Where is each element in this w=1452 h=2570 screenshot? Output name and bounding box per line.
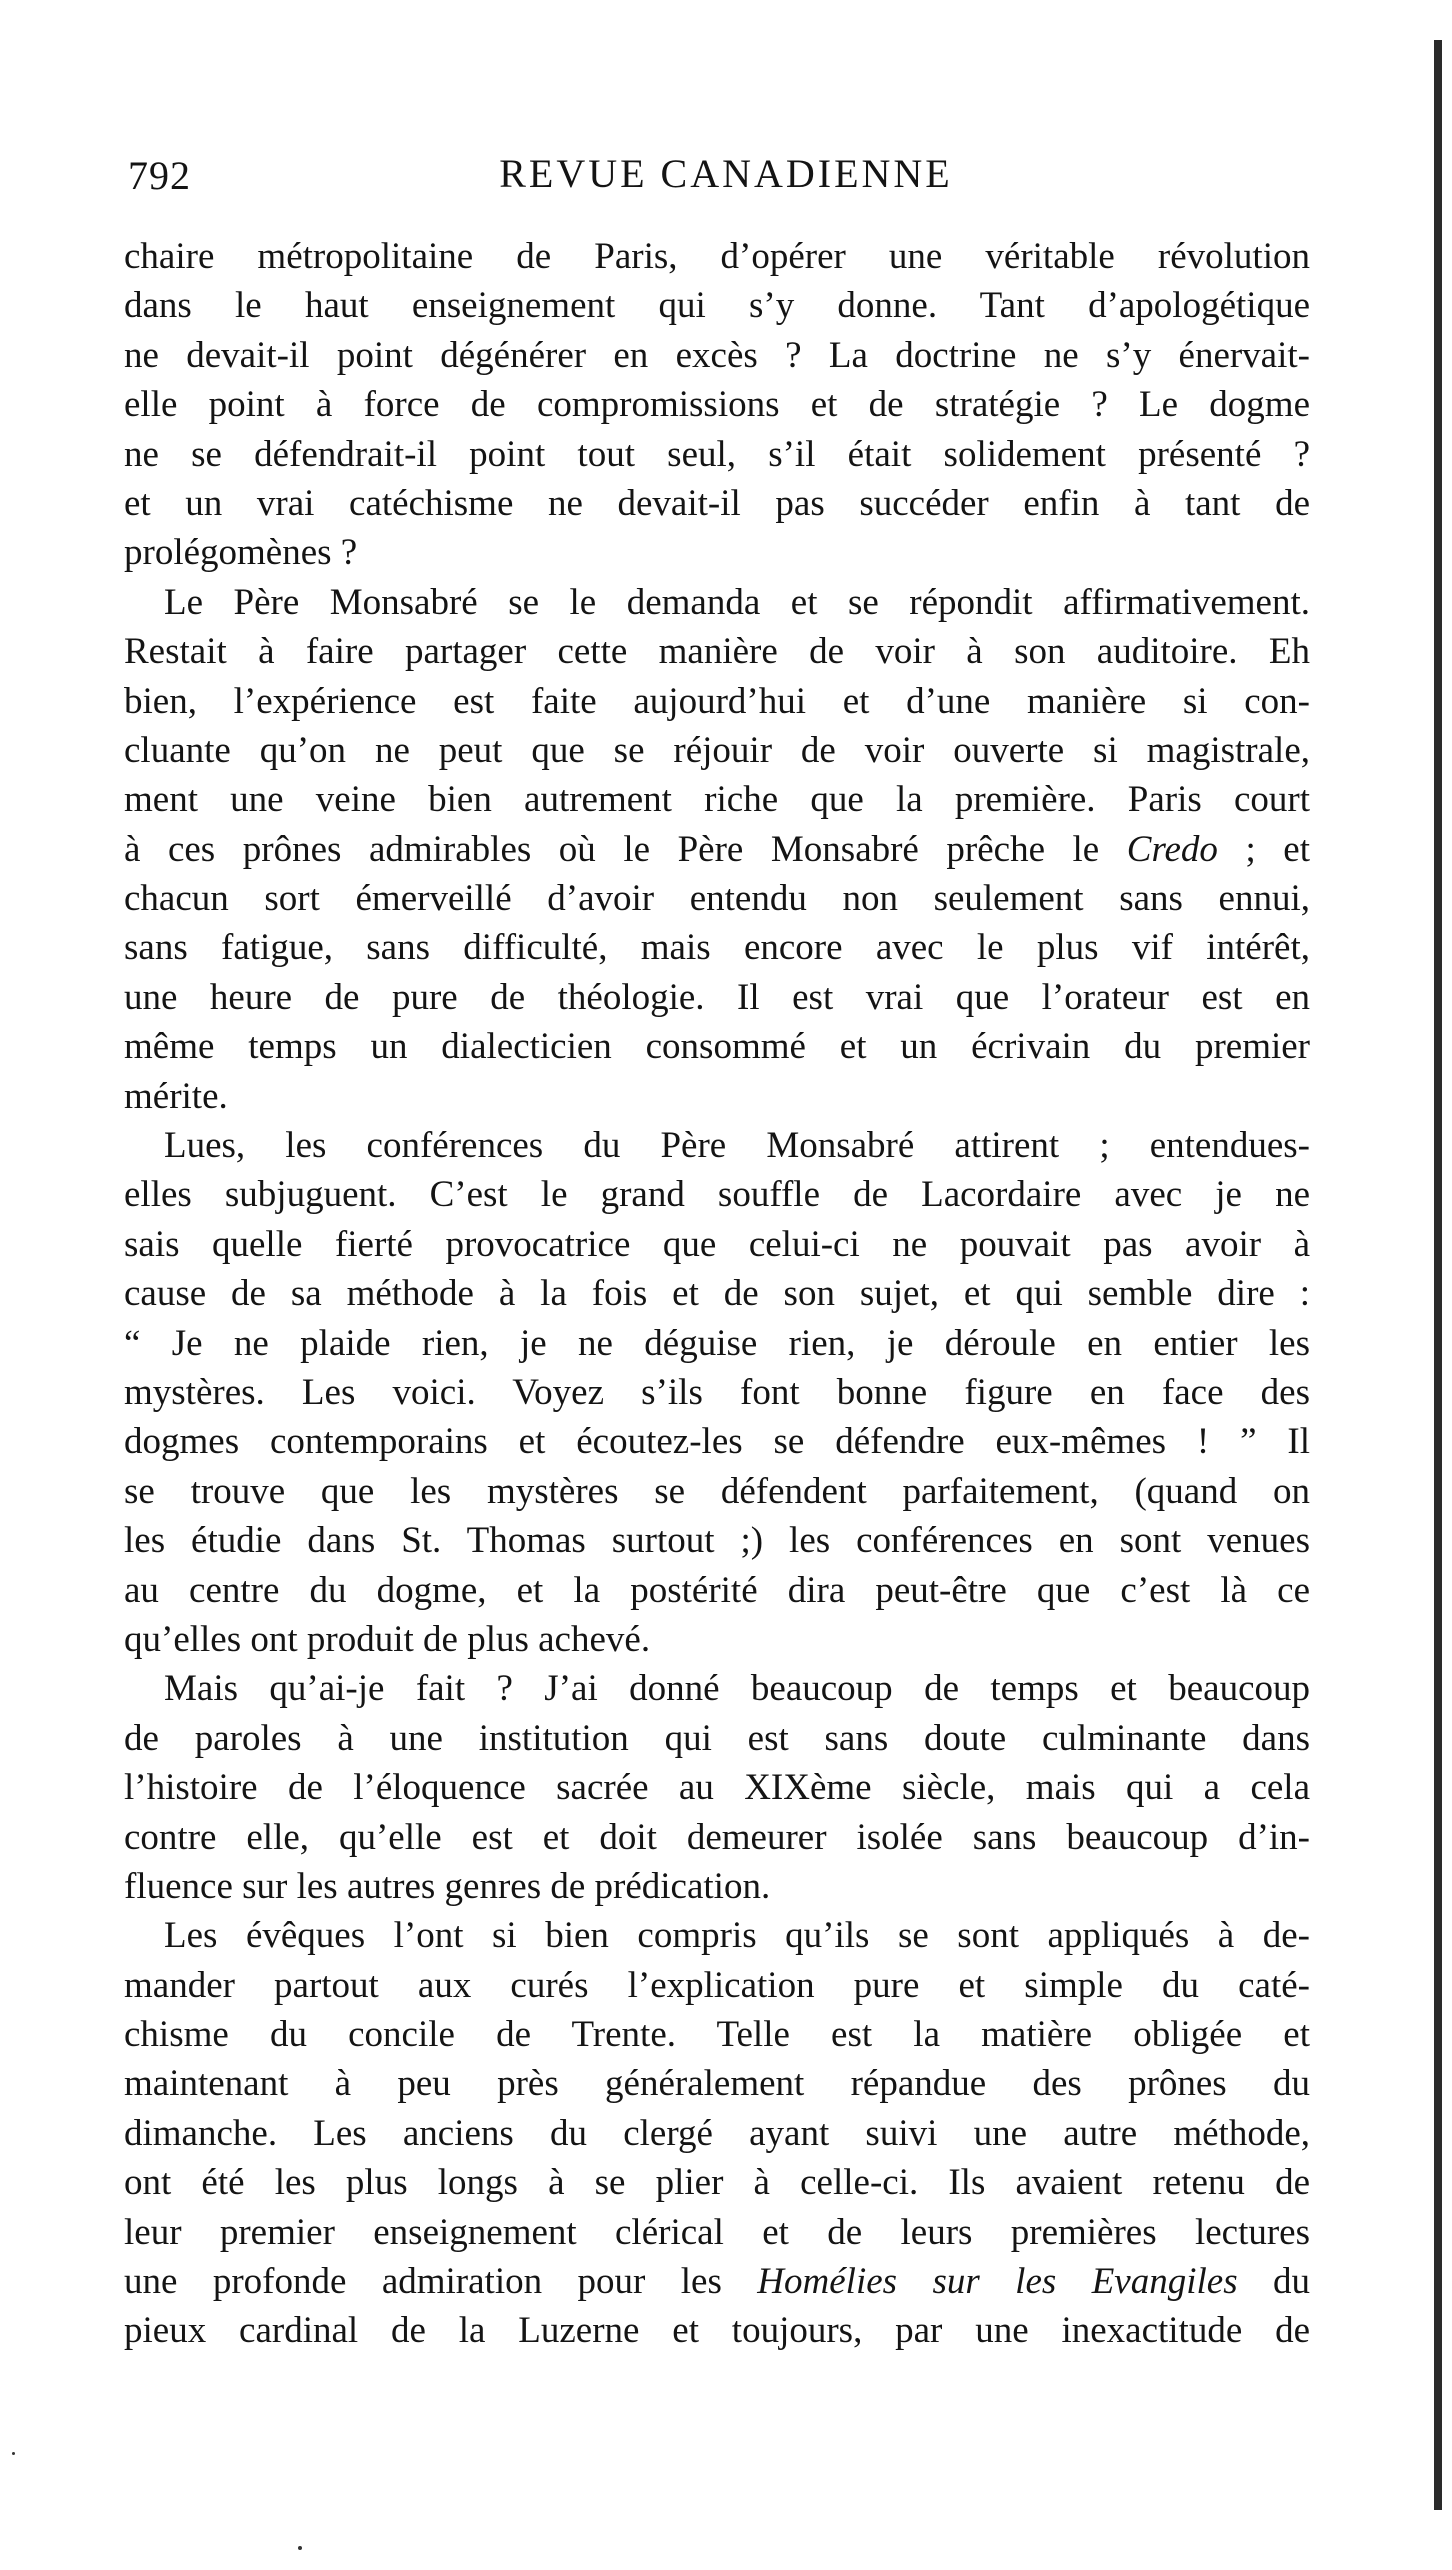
text-line: chisme du concile de Trente. Telle est la matière obligée et bbox=[124, 2014, 1310, 2056]
text-line: chacun sort émerveillé d’avoir entendu non seulement sans ennui, bbox=[124, 878, 1310, 920]
text-line: ont été les plus longs à se plier à celle-ci. Ils avaient retenu de bbox=[124, 2162, 1310, 2204]
italic-homelies: Homélies sur les Evangiles bbox=[757, 2261, 1238, 2303]
text-line: qu’elles ont produit de plus achevé. bbox=[124, 1618, 651, 1660]
text-line: “ Je ne plaide rien, je ne déguise rien, je déroule en entier les bbox=[124, 1322, 1310, 1364]
paragraph-1 bbox=[124, 232, 1310, 578]
text-line: ne devait-il point dégénérer en excès ? La doctrine ne s’y énervait- bbox=[124, 334, 1310, 376]
text-line: se trouve que les mystères se défendent parfaitement, (quand on bbox=[124, 1470, 1310, 1512]
page-number: 792 bbox=[128, 153, 191, 198]
ink-speck bbox=[12, 2452, 15, 2455]
text-line: même temps un dialecticien consommé et un écrivain du premier bbox=[124, 1026, 1310, 1068]
text-run: ; et bbox=[1217, 828, 1310, 870]
text-line: cause de sa méthode à la fois et de son sujet, et qui semble dire : bbox=[124, 1273, 1310, 1315]
text-line: chaire métropolitaine de Paris, d’opérer une véritable révolution bbox=[124, 236, 1310, 277]
text-line: ne se défendrait-il point tout seul, s’il était solidement présenté ? bbox=[124, 433, 1310, 475]
text-line: Les évêques l’ont si bien compris qu’ils se sont appliqués à de- bbox=[164, 1915, 1310, 1957]
body-text bbox=[124, 232, 1310, 2356]
text-line: une heure de pure de théologie. Il est vrai que l’orateur est en bbox=[124, 976, 1310, 1018]
paragraph-2 bbox=[124, 578, 1310, 1121]
text-line: de paroles à une institution qui est sans doute culminante dans bbox=[124, 1717, 1310, 1759]
text-run: une profonde admiration pour les bbox=[124, 2261, 722, 2303]
paragraph-3 bbox=[124, 1121, 1310, 1664]
text-line: ment une veine bien autrement riche que la première. Paris court bbox=[124, 779, 1310, 821]
text-run: à ces prônes admirables où le Père Monsabré prêche le bbox=[124, 828, 1100, 870]
text-line: sans fatigue, sans difficulté, mais encore avec le plus vif intérêt, bbox=[124, 927, 1310, 969]
text-line: les étudie dans St. Thomas surtout ;) les conférences en sont venues bbox=[124, 1520, 1310, 1562]
text-line: Mais qu’ai-je fait ? J’ai donné beaucoup de temps et beaucoup bbox=[164, 1668, 1310, 1710]
text-line: bien, l’expérience est faite aujourd’hui et d’une manière si con- bbox=[124, 680, 1310, 722]
text-line: leur premier enseignement clérical et de leurs premières lectures bbox=[124, 2211, 1310, 2253]
text-line: mérite. bbox=[124, 1075, 228, 1117]
text-line: mander partout aux curés l’explication pure et simple du caté- bbox=[124, 1964, 1310, 2006]
text-line: dans le haut enseignement qui s’y donne. Tant d’apologétique bbox=[124, 285, 1310, 327]
text-line: fluence sur les autres genres de prédication. bbox=[124, 1865, 771, 1907]
text-line: dimanche. Les anciens du clergé ayant suivi une autre méthode, bbox=[124, 2112, 1310, 2154]
italic-credo: Credo bbox=[1126, 828, 1218, 870]
text-line: Restait à faire partager cette manière de voir à son auditoire. Eh bbox=[124, 631, 1310, 673]
paragraph-5 bbox=[124, 1911, 1310, 2356]
paragraph-4 bbox=[124, 1664, 1310, 1911]
text-line: Lues, les conférences du Père Monsabré attirent ; entendues- bbox=[164, 1125, 1310, 1167]
text-line: prolégomènes ? bbox=[124, 532, 358, 574]
text-line: Le Père Monsabré se le demanda et se répondit affirmativement. bbox=[164, 581, 1310, 623]
text-line: sais quelle fierté provocatrice que celui-ci ne pouvait pas avoir à bbox=[124, 1223, 1310, 1265]
text-line: maintenant à peu près généralement répandue des prônes du bbox=[124, 2063, 1310, 2105]
text-run: du bbox=[1237, 2261, 1311, 2303]
text-line: dogmes contemporains et écoutez-les se défendre eux-mêmes ! ” Il bbox=[124, 1421, 1310, 1463]
text-line: mystères. Les voici. Voyez s’ils font bonne figure en face des bbox=[124, 1371, 1310, 1413]
text-line: l’histoire de l’éloquence sacrée au XIXème siècle, mais qui a cela bbox=[124, 1767, 1310, 1809]
ink-speck bbox=[298, 2546, 302, 2550]
text-line: contre elle, qu’elle est et doit demeurer isolée sans beaucoup d’in- bbox=[124, 1816, 1310, 1858]
text-line: cluante qu’on ne peut que se réjouir de voir ouverte si magistrale, bbox=[124, 729, 1310, 771]
text-line-with-italic bbox=[124, 825, 1310, 874]
text-line-with-italic bbox=[124, 2257, 1310, 2306]
running-title: REVUE CANADIENNE bbox=[499, 151, 953, 196]
text-line: elles subjuguent. C’est le grand souffle de Lacordaire avec je ne bbox=[124, 1174, 1310, 1216]
text-line: au centre du dogme, et la postérité dira peut-être que c’est là ce bbox=[124, 1569, 1310, 1611]
text-line: elle point à force de compromissions et de stratégie ? Le dogme bbox=[124, 384, 1310, 426]
page-edge-shadow bbox=[1434, 40, 1442, 2510]
text-line: pieux cardinal de la Luzerne et toujours, par une inexactitude de bbox=[124, 2310, 1310, 2352]
text-line: et un vrai catéchisme ne devait-il pas succéder enfin à tant de bbox=[124, 482, 1310, 524]
